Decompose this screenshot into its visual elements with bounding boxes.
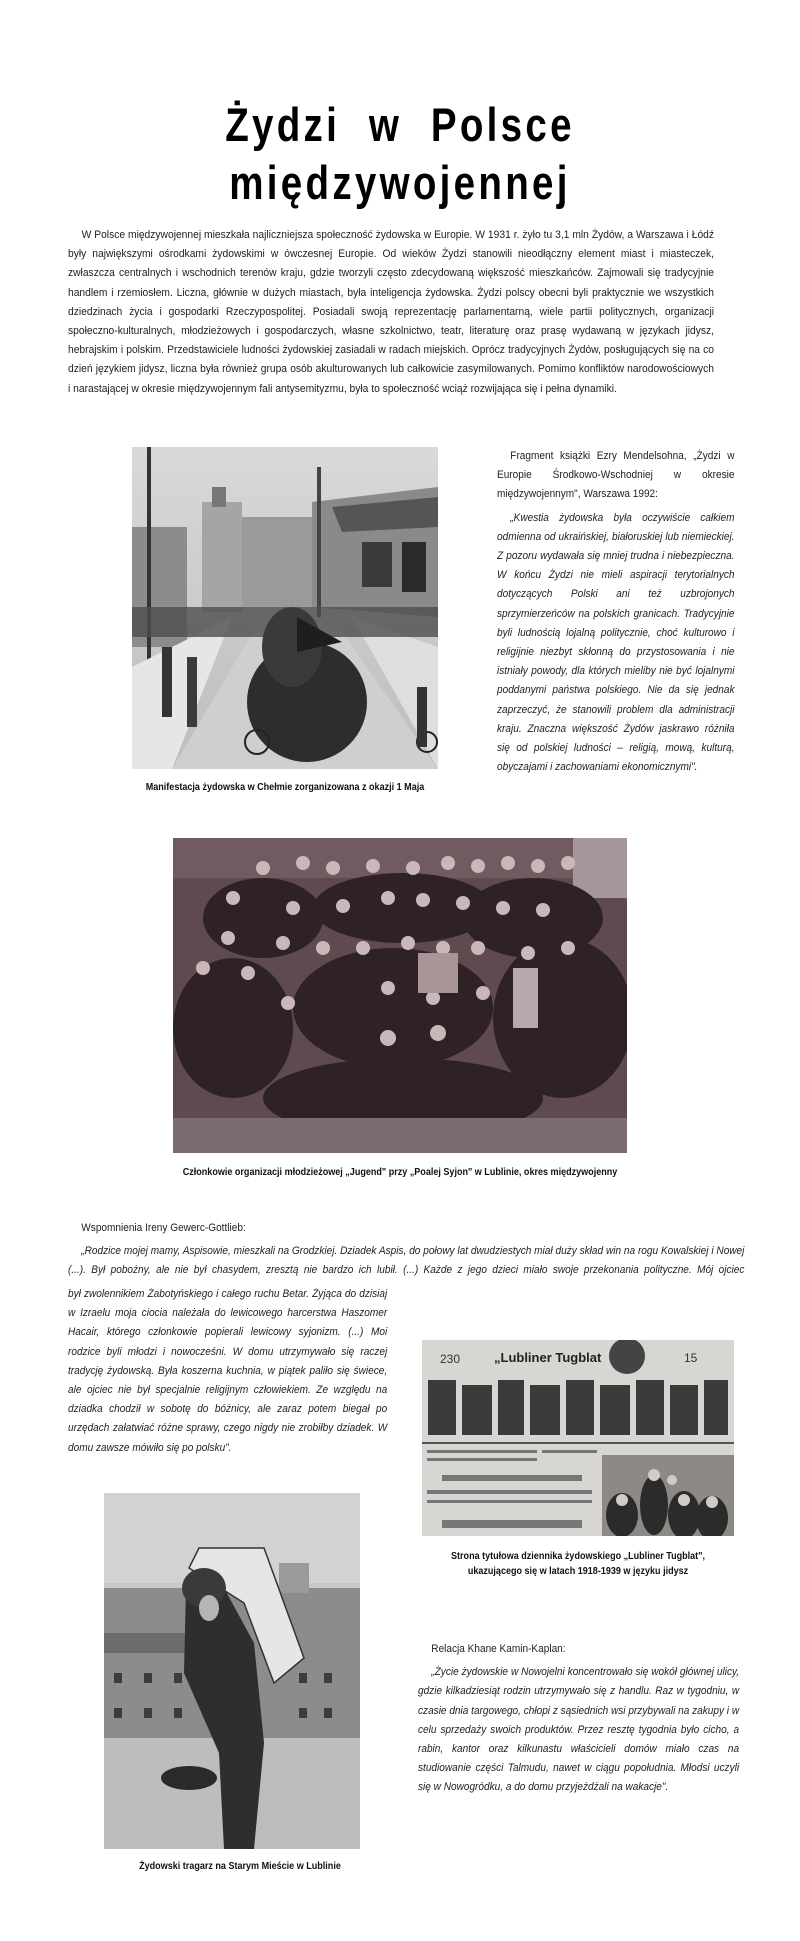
caption-tugblat-line-1: Strona tytułowa dziennika żydowskiego „Lubliner Tugblat", <box>451 1550 705 1562</box>
tugblat-masthead-latin: „Lubliner Tugblat <box>494 1350 602 1365</box>
quote-gewerc-text-narrow: był zwolennikiem Żabotyńskiego i całego ruchu Betar. Żyjąca do dzisiaj w Izraelu moja ciocia należała do lewicowego harcerstwa Haszomer Hacair, którego członkowie popierali lewicowy syjonizm. (...) Moi rodzice byli młodzi i nowocześni. W domu utrzymywało się raczej tradycję żydowską. Była koszerna kuchnia, w piątek paliło się świece, ale ojciec nie był specjalnie religijnym człowiekiem. Ze względu na dziadka chodził w sobotę do bóżnicy, ale zaraz potem biegał po urzędach załatwiać różne sprawy, czego nigdy nie zrobiłby dziadek. W domu zawsze mówiło się po polsku". <box>68 1288 388 1454</box>
tugblat-corner-number: 15 <box>684 1351 698 1365</box>
quote-mendelsohn <box>497 447 735 777</box>
quote-mendelsohn-source: Fragment książki Ezry Mendelsohna, „Żydzi w Europie Środkowo-Wschodniej w okresie międzywojennym", Warszawa 1992: <box>497 450 735 501</box>
photo-jugend-group <box>173 838 627 1153</box>
tugblat-issue-number: 230 <box>440 1352 461 1366</box>
quote-kamin <box>418 1640 739 1798</box>
caption-tugblat-line-2: ukazującego się w latach 1918-1939 w języku jidysz <box>467 1565 689 1577</box>
quote-gewerc-source: Wspomnienia Ireny Gewerc-Gottlieb: <box>81 1222 246 1234</box>
photo-chelm-manifestation <box>132 447 438 769</box>
page-title-line-1: Żydzi w Polsce <box>225 98 575 151</box>
caption-tragarz: Żydowski tragarz na Starym Mieście w Lublinie <box>139 1860 341 1872</box>
quote-gewerc <box>68 1219 748 1281</box>
quote-gewerc-text-wide: „Rodzice mojej mamy, Aspisowie, mieszkali na Grodzkiej. Dziadek Aspis, do połowy lat dwudziestych miał duży skład win na rogu Kowalskiej i Nowej (...). Był pobożny, ale nie był chasydem, zresztą nie bardzo ich lubił. (...) Każde z jego dzieci miało swoje przekonania polityczne. Mój ojciec <box>68 1245 745 1277</box>
caption-jugend: Członkowie organizacji młodzieżowej „Jugend" przy „Poalej Syjon" w Lublinie, okres międzywojenny <box>182 1166 618 1178</box>
caption-chelm: Manifestacja żydowska w Chełmie zorganizowana z okazji 1 Maja <box>145 781 425 793</box>
page-title-line-2: międzywojennej <box>229 156 571 209</box>
photo-lubliner-tugblat <box>422 1340 734 1536</box>
quote-kamin-source: Relacja Khane Kamin-Kaplan: <box>431 1643 566 1655</box>
caption-tugblat <box>444 1549 712 1579</box>
quote-kamin-text: „Życie żydowskie w Nowojelni koncentrowało się wokół głównej ulicy, gdzie kilkadziesiąt rodzin utrzymywało się z handlu. Raz w tygodniu, w czasie dnia targowego, chłopi z sąsiednich wsi przybywali na zakupy i w celu sprzedaży swoich produktów. Przez resztę tygodnia było cicho, a rabin, kantor oraz kilkunastu właścicieli domów miało czas na studiowanie części Talmudu, nawet w ciągu popołudnia. Młodsi uczyli się w Nowogródku, a do domu przyjeżdżali na wakacje". <box>418 1666 740 1794</box>
quote-mendelsohn-text: „Kwestia żydowska była oczywiście całkiem odmienna od ukraińskiej, białoruskiej lub niemieckiej. Z pozoru wydawała się mniej trudna i niebezpieczna. W końcu Żydzi nie mieli aspiracji terytorialnych dotyczących Polski ani też uzbrojonych sprzymierzeńców na polskich granicach. Tradycyjnie byli ludnością lojalną politycznie, choć kulturowo i religijnie niezbyt skłonną do przystosowania i nie istniały powody, dla których mieliby nie być lojalnymi poddanymi państwa polskiego. Nie da się jednak zaprzeczyć, że stanowili problem dla administracji kraju. Znaczna większość Żydów jaskrawo różniła się od polskiej ludności – religią, mową, kulturą, obyczajami i zachowaniami ekonomicznymi". <box>497 511 735 774</box>
photo-tragarz <box>104 1493 360 1849</box>
page-title <box>72 96 728 212</box>
intro-paragraph: W Polsce międzywojennej mieszkała najliczniejsza społeczność żydowska w Europie. W 1931 r. żyło tu 3,1 mln Żydów, a Warszawa i Łódź były największymi ośrodkami żydowskimi w ówczesnej Europie. Od wieków Żydzi stanowili nieodłączny element miast i miasteczek, zwłaszcza centralnych i wschodnich terenów kraju, gdzie tworzyli często zdecydowaną większość mieszkańców. Zajmowali się tradycyjnie handlem i rzemiosłem. Liczna, głównie w dużych miastach, była inteligencja żydowska. Żydzi polscy obecni byli praktycznie we wszystkich dziedzinach życia i gospodarki Rzeczypospolitej. Posiadali swoją reprezentację parlamentarną, wiele partii politycznych, organizacji społeczno-kulturalnych, młodzieżowych i gospodarczych, własne szkolnictwo, teatr, literaturę oraz prasę wydawaną w językach jidysz, hebrajskim i polskim. Przedstawiciele ludności żydowskiej zasiadali w radach miejskich. Oprócz tradycyjnych Żydów, posługujących się na co dzień językiem jidysz, liczna była również grupa osób akulturowanych lub całkowicie zasymilowanych. Pomimo konfliktów narodowościowych i narastającej w okresie międzywojennym fali antysemityzmu, była to społeczność wciąż rozwijająca się i pełna dynamiki. <box>68 229 715 395</box>
